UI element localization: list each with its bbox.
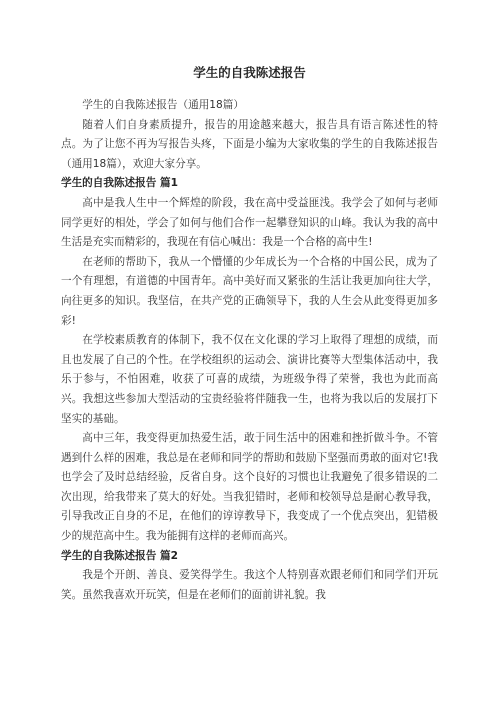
section-heading: 学生的自我陈述报告 篇2 [61, 549, 178, 562]
body-paragraph: 在老师的帮助下，我从一个懵懂的少年成长为一个合格的中国公民，成为了一个有理想，有道德的中国青年。高中美好而又紧张的生活让我更加向往大学，向往更多的知识。我坚信，在共产党的正确领导下，我的人生会从此变得更加多彩! [61, 255, 438, 327]
section-heading: 学生的自我陈述报告 篇1 [61, 177, 178, 190]
section-2 [61, 547, 438, 606]
body-paragraph: 高中三年，我变得更加热爱生活，敢于同生活中的困难和挫折做斗争。不管遇到什么样的困难，我总是在老师和同学的帮助和鼓励下坚强而勇敢的面对它!我也学会了及时总结经验，反省自身。这个良好的习惯也让我避免了很多错误的二次出现，给我带来了莫大的好处。当我犯错时，老师和校领导总是耐心教导我，引导我改正自身的不足，在他们的谆谆教导下，我变成了一个优点突出，犯错极少的规范高中生。我为能拥有这样的老师而高兴。 [61, 432, 438, 543]
intro-subtitle: 学生的自我陈述报告（通用18篇） [82, 99, 244, 111]
body-paragraph: 高中是我人生中一个辉煌的阶段，我在高中受益匪浅。我学会了如何与老师同学更好的相处，学会了如何与他们合作一起攀登知识的山峰。我认为我的高中生活是充实而精彩的，我现在有信心喊出：我是一个合格的高中生! [61, 196, 438, 249]
body-paragraph: 我是个开朗、善良、爱笑得学生。我这个人特别喜欢跟老师们和同学们开玩笑。虽然我喜欢开玩笑，但是在老师们的面前讲礼貌。我 [61, 569, 438, 601]
section-1 [61, 174, 438, 546]
body-paragraph: 在学校素质教育的体制下，我不仅在文化课的学习上取得了理想的成绩，而且也发展了自己的个性。在学校组织的运动会、演讲比赛等大型集体活动中，我乐于参与，不怕困难，收获了可喜的成绩，为班级争得了荣誉，我也为此而高兴。我想这些参加大型活动的宝贵经验将伴随我一生，也将为我以后的发展打下坚实的基础。 [61, 334, 438, 425]
intro-paragraph: 随着人们自身素质提升，报告的用途越来越大，报告具有语言陈述性的特点。为了让您不再为写报告头疼，下面是小编为大家收集的学生的自我陈述报告（通用18篇），欢迎大家分享。 [61, 118, 438, 170]
document-title: 学生的自我陈述报告 [193, 65, 306, 80]
